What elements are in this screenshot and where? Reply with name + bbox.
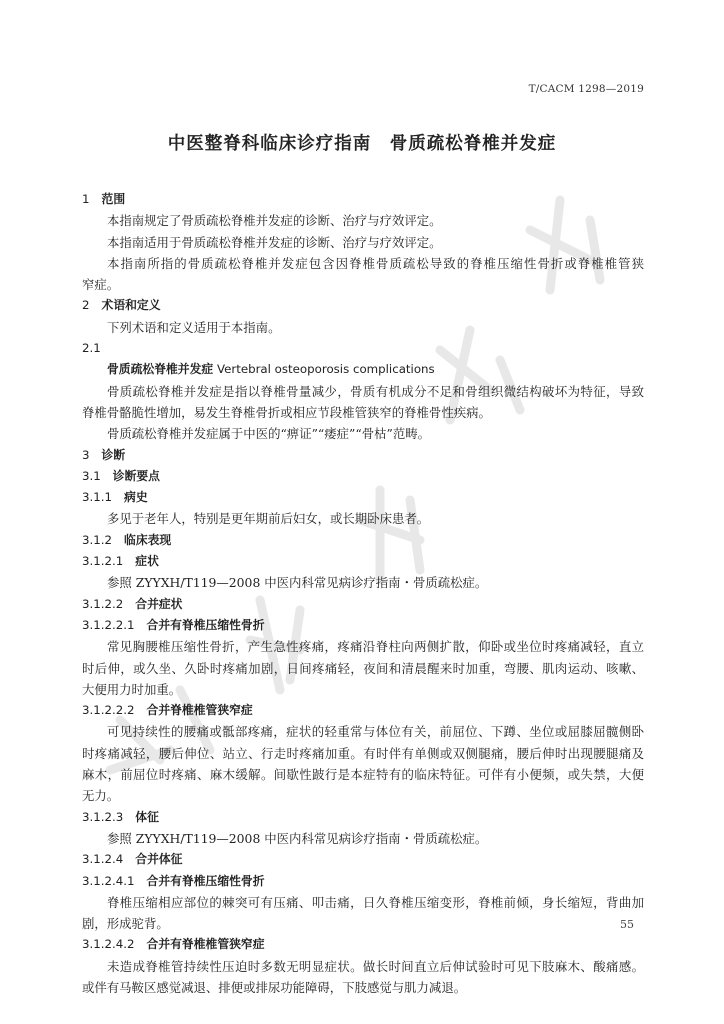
paragraph-line: 时疼痛减轻，腰后伸位、站立、行走时疼痛加重。有时伴有单侧或双侧腿痛，腰后伸时出现腰腿痛及 [82, 745, 644, 761]
section-heading-3-1-2-2-1: 3.1.2.2.1 合并有脊椎压缩性骨折 [82, 617, 265, 632]
section-number-2-1: 2.1 [82, 341, 101, 356]
section-heading-3-1-2-1: 3.1.2.1 症状 [82, 554, 159, 569]
paragraph-line: 本指南所指的骨质疏松脊椎并发症包含因脊椎骨质疏松导致的脊椎压缩性骨折或脊椎椎管狭 [107, 255, 644, 271]
section-heading-3-1-1: 3.1.1 病史 [82, 490, 148, 505]
paragraph-line: 大便用力时加重。 [82, 681, 182, 697]
section-heading-3-1-2-4-2: 3.1.2.4.2 合并有脊椎椎管狭窄症 [82, 937, 265, 952]
paragraph-line: 麻木，前屈位时疼痛、麻木缓解。间歇性跛行是本症特有的临床特征。可伴有小便频，或失禁，大便 [82, 767, 644, 783]
paragraph-line: 时后伸，或久坐、久卧时疼痛加剧，日间疼痛轻，夜间和清晨醒来时加重，弯腰、肌肉运动、咳嗽、 [82, 660, 644, 676]
document-title: 中医整脊科临床诊疗指南 骨质疏松脊椎并发症 [167, 134, 557, 154]
section-heading-3-1-2: 3.1.2 临床表现 [82, 532, 172, 547]
paragraph: 本指南适用于骨质疏松脊椎并发症的诊断、治疗与疗效评定。 [107, 234, 442, 250]
section-heading-3-1-2-4: 3.1.2.4 合并体征 [82, 852, 183, 867]
section-heading-2: 2 术语和定义 [82, 298, 161, 313]
paragraph: 多见于老年人，特别是更年期前后妇女，或长期卧床患者。 [107, 511, 430, 527]
paragraph-line: 剧，形成驼背。 [82, 916, 169, 932]
paragraph-line: 可见持续性的腰痛或骶部疼痛，症状的轻重常与体位有关，前屈位、下蹲、坐位或屈膝屈髋侧卧 [107, 724, 644, 740]
paragraph-line: 未造成脊椎管持续性压迫时多数无明显症状。做长时间直立后伸试验时可见下肢麻木、酸痛感。 [107, 958, 644, 974]
section-heading-1: 1 范围 [82, 192, 126, 206]
standard-code: T/CACM 1298—2019 [528, 83, 644, 95]
paragraph-line: 或伴有马鞍区感觉减退、排便或排尿功能障碍，下肢感觉与肌力减退。 [82, 979, 467, 995]
section-heading-3-1-2-2-2: 3.1.2.2.2 合并脊椎椎管狭窄症 [82, 703, 253, 718]
section-heading-3-1-2-2: 3.1.2.2 合并症状 [82, 596, 183, 611]
paragraph-line: 窄症。 [82, 277, 120, 293]
section-heading-3-1: 3.1 诊断要点 [82, 468, 160, 483]
paragraph-line: 脊椎骨骼脆性增加，易发生脊椎骨折或相应节段椎管狭窄的脊椎骨性疾病。 [82, 404, 491, 420]
paragraph-line: 无力。 [82, 788, 120, 804]
page-number: 55 [620, 918, 634, 931]
paragraph: 本指南规定了骨质疏松脊椎并发症的诊断、治疗与疗效评定。 [107, 213, 442, 229]
section-heading-3-1-2-4-1: 3.1.2.4.1 合并有脊椎压缩性骨折 [82, 873, 265, 888]
paragraph-line: 骨质疏松脊椎并发症是指以脊椎骨量减少，骨质有机成分不足和骨组织微结构破坏为特征，导致 [107, 383, 644, 399]
paragraph: 参照 ZYYXH/T119—2008 中医内科常见病诊疗指南・骨质疏松症。 [107, 830, 488, 846]
section-heading-3-1-2-3: 3.1.2.3 体征 [82, 809, 159, 824]
section-heading-3: 3 诊断 [82, 447, 126, 462]
paragraph: 骨质疏松脊椎并发症属于中医的“痹证”“痿症”“骨枯”范畴。 [107, 426, 430, 442]
paragraph-line: 常见胸腰椎压缩性骨折，产生急性疼痛，疼痛沿脊柱向两侧扩散，仰卧或坐位时疼痛减轻，直立 [107, 639, 644, 655]
paragraph: 下列术语和定义适用于本指南。 [107, 319, 281, 335]
term-definition: 骨质疏松脊椎并发症 Vertebral osteoporosis complications [107, 362, 435, 377]
paragraph-line: 脊椎压缩相应部位的棘突可有压痛、叩击痛，日久脊椎压缩变形，脊椎前倾，身长缩短，背曲加 [107, 894, 644, 910]
paragraph: 参照 ZYYXH/T119—2008 中医内科常见病诊疗指南・骨质疏松症。 [107, 575, 488, 591]
document-body [82, 189, 644, 998]
